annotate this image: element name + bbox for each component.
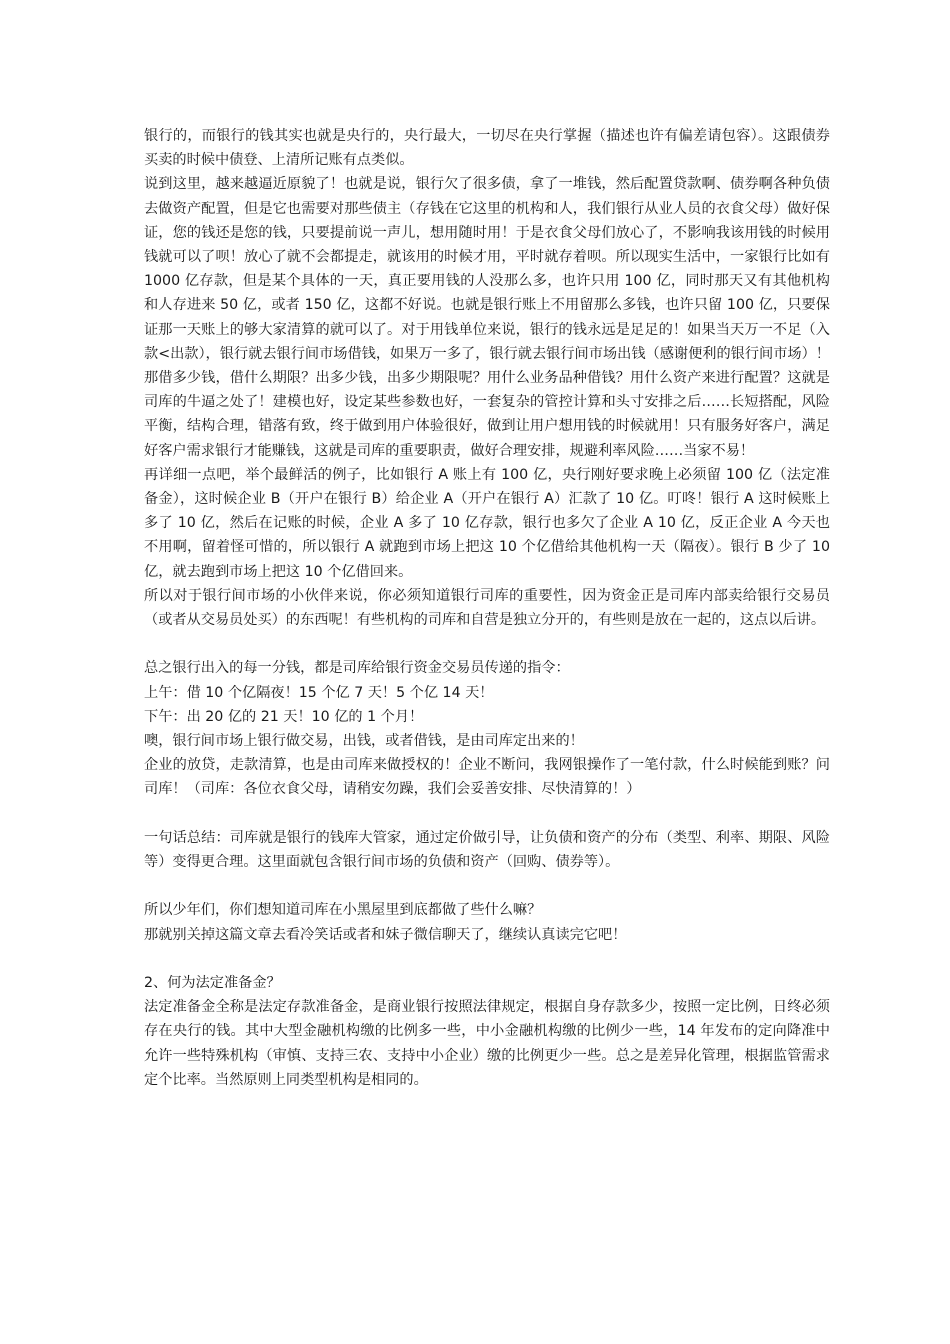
paragraph: 法定准备金全称是法定存款准备金，是商业银行按照法律规定，根据自身存款多少，按照一定比例，日终必须存在央行的钱。其中大型金融机构缴的比例多一些，中小金融机构缴的比例少一些，14 年发布的定向降准中允许一些特殊机构（审慎、支持三农、支持中小企业）缴的比例更少一些。总之是差异化管理，根据监管需求定个比率。当然原则上同类型机构是相同的。 — [144, 999, 830, 1088]
blank-line — [144, 632, 830, 656]
paragraph: 所以对于银行间市场的小伙伴来说，你必须知道银行司库的重要性，因为资金正是司库内部卖给银行交易员（或者从交易员处买）的东西呢！有些机构的司库和自营是独立分开的，有些则是放在一起的，这点以后讲。 — [144, 587, 830, 629]
section-heading: 2、何为法定准备金？ — [144, 975, 281, 992]
paragraph: 企业的放贷，走款清算，也是由司库来做授权的！企业不断问，我网银操作了一笔付款，什么时候能到账？问司库！（司库：各位衣食父母，请稍安勿躁，我们会妥善安排、尽快清算的！） — [144, 757, 830, 798]
paragraph: 所以少年们，你们想知道司库在小黑屋里到底都做了些什么嘛？ — [144, 902, 542, 919]
paragraph: 一句话总结：司库就是银行的钱库大管家，通过定价做引导，让负债和资产的分布（类型、利率、期限、风险等）变得更合理。这里面就包含银行间市场的负债和资产（回购、债券等）。 — [144, 829, 830, 871]
paragraph: 说到这里，越来越逼近原貌了！也就是说，银行欠了很多债，拿了一堆钱，然后配置贷款啊、债券啊各种负债去做资产配置，但是它也需要对那些债主（存钱在它这里的机构和人，我们银行从业人员的衣食父母）做好保证，您的钱还是您的钱，只要提前说一声儿，想用随时用！于是衣食父母们放心了，不影响我该用钱的时候用钱就可以了呗！放心了就不会都提走，就该用的时候才用，平时就存着呗。所以现实生活中，一家银行比如有 1000 亿存款，但是某个具体的一天，真正要用钱的人没那么多，也许只用 100 亿，同时那天又有其他机构和人存进来 50 亿，或者 150 亿，这都不好说。也就是银行账上不用留那么多钱，也许只留 100 亿，只要保证那一天账上的够大家清算的就可以了。对于用钱单位来说，银行的钱永远是足足的！如果当天万一不足（入款<出款），银行就去银行间市场借钱，如果万一多了，银行就去银行间市场出钱（感谢便利的银行间市场）！那借多少钱，借什么期限？出多少钱，出多少期限呢？用什么业务品种借钱？用什么资产来进行配置？这就是司库的牛逼之处了！建模也好，设定某些参数也好，一套复杂的管控计算和头寸安排之后……长短搭配，风险平衡，结构合理，错落有致，终于做到用户体验很好，做到让用户想用钱的时候就用！只有服务好客户，满足好客户需求银行才能赚钱，这就是司库的重要职责，做好合理安排，规避利率风险……当家不易！ — [144, 176, 830, 459]
paragraph: 噢，银行间市场上银行做交易，出钱，或者借钱，是由司库定出来的！ — [144, 733, 584, 750]
paragraph: 总之银行出入的每一分钱，都是司库给银行资金交易员传递的指令： — [144, 660, 570, 677]
paragraph: 上午：借 10 个亿隔夜！15 个亿 7 天！5 个亿 14 天！ — [144, 684, 494, 701]
blank-line — [144, 874, 830, 898]
paragraph: 再详细一点吧，举个最鲜活的例子，比如银行 A 账上有 100 亿，央行刚好要求晚上必须留 100 亿（法定准备金），这时候企业 B（开户在银行 B）给企业 A（开户在银行 A）汇款了 10 亿。叮咚！银行 A 这时候账上多了 10 亿，然后在记账的时候，企业 A 多了 10 亿存款，银行也多欠了企业 A 10 亿，反正企业 A 今天也不用啊，留着怪可惜的，所以银行 A 就跑到市场上把这 10 个亿借给其他机构一天（隔夜）。银行 B 少了 10 亿，就去跑到市场上把这 10 个亿借回来。 — [144, 466, 830, 580]
paragraph: 银行的，而银行的钱其实也就是央行的，央行最大，一切尽在央行掌握（描述也许有偏差请包容）。这跟债券买卖的时候中债登、上清所记账有点类似。 — [144, 128, 830, 169]
paragraph: 那就别关掉这篇文章去看冷笑话或者和妹子微信聊天了，继续认真读完它吧！ — [144, 926, 627, 943]
paragraph: 下午：出 20 亿的 21 天！10 亿的 1 个月！ — [144, 708, 424, 725]
blank-line — [144, 802, 830, 826]
blank-line — [144, 947, 830, 971]
